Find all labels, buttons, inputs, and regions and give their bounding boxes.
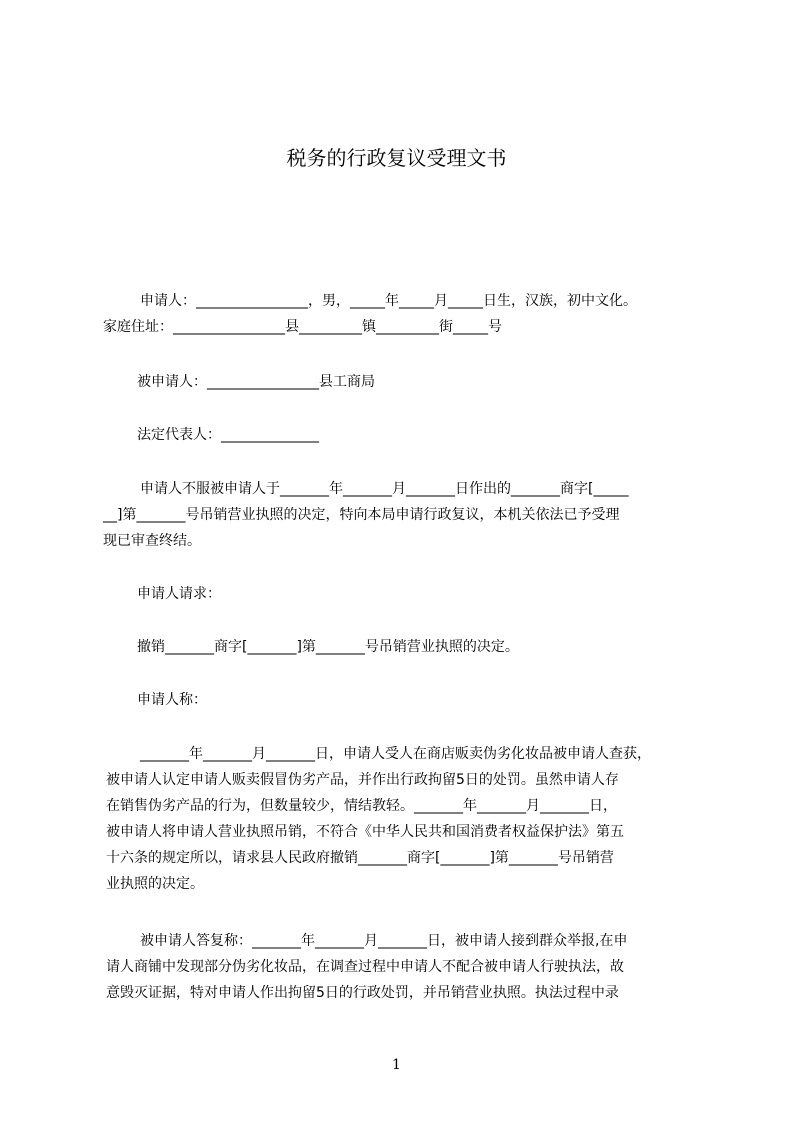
reply-paragraph-line: 请人商铺中发现部分伪劣化妆品，在调查过程中申请人不配合被申请人行驶执法，故 <box>106 959 624 975</box>
claim-paragraph-line: 十六条的规定所以，请求县人民政府撤销_______商字[_______]第_______号吊销营 <box>106 850 614 866</box>
claim-paragraph-line: 业执照的决定。 <box>106 876 204 892</box>
reply-paragraph-line: 被申请人答复称：_______年_______月_______日，被申请人接到群众举报,在申 <box>140 933 628 949</box>
acceptance-paragraph-line: 现已审查终结。 <box>103 533 201 549</box>
acceptance-paragraph-line: 申请人不服被申请人于_______年_______月_______日作出的_______商字[_____ <box>140 481 629 497</box>
document-title: 税务的行政复议受理文书 <box>286 146 507 170</box>
reply-paragraph-line: 意毁灭证据，特对申请人作出拘留5日的行政处罚，并吊销营业执照。执法过程中录 <box>106 985 619 1001</box>
applicant-line: 申请人：________________，男，_____年_____月_____日生，汉族，初中文化。 <box>140 293 637 309</box>
claim-paragraph-line: 在销售伪劣产品的行为，但数量较少，情结教轻。_______年_______月_______日， <box>106 798 617 814</box>
address-line: 家庭住址：________________县_________镇_________街_____号 <box>103 319 502 335</box>
claim-heading: 申请人称： <box>137 692 207 708</box>
acceptance-paragraph-line: __]第_______号吊销营业执照的决定，特向本局申请行政复议，本机关依法已予受理 <box>103 507 620 523</box>
respondent-line: 被申请人：________________县工商局 <box>137 374 375 390</box>
request-body: 撤销_______商字[_______]第_______号吊销营业执照的决定。 <box>137 639 519 655</box>
claim-paragraph-line: 被申请人将申请人营业执照吊销，不符合《中华人民共和国消费者权益保护法》第五 <box>106 824 624 840</box>
page-number: 1 <box>392 1057 401 1073</box>
request-heading: 申请人请求： <box>137 586 221 602</box>
legal-representative-line: 法定代表人：______________ <box>137 427 319 443</box>
claim-paragraph-line: 被申请人认定申请人贩卖假冒伪劣产品，并作出行政拘留5日的处罚。虽然申请人存 <box>106 772 619 788</box>
claim-paragraph-line: _______年_______月_______日，申请人受人在商店贩卖伪劣化妆品被申请人查获， <box>140 746 651 762</box>
